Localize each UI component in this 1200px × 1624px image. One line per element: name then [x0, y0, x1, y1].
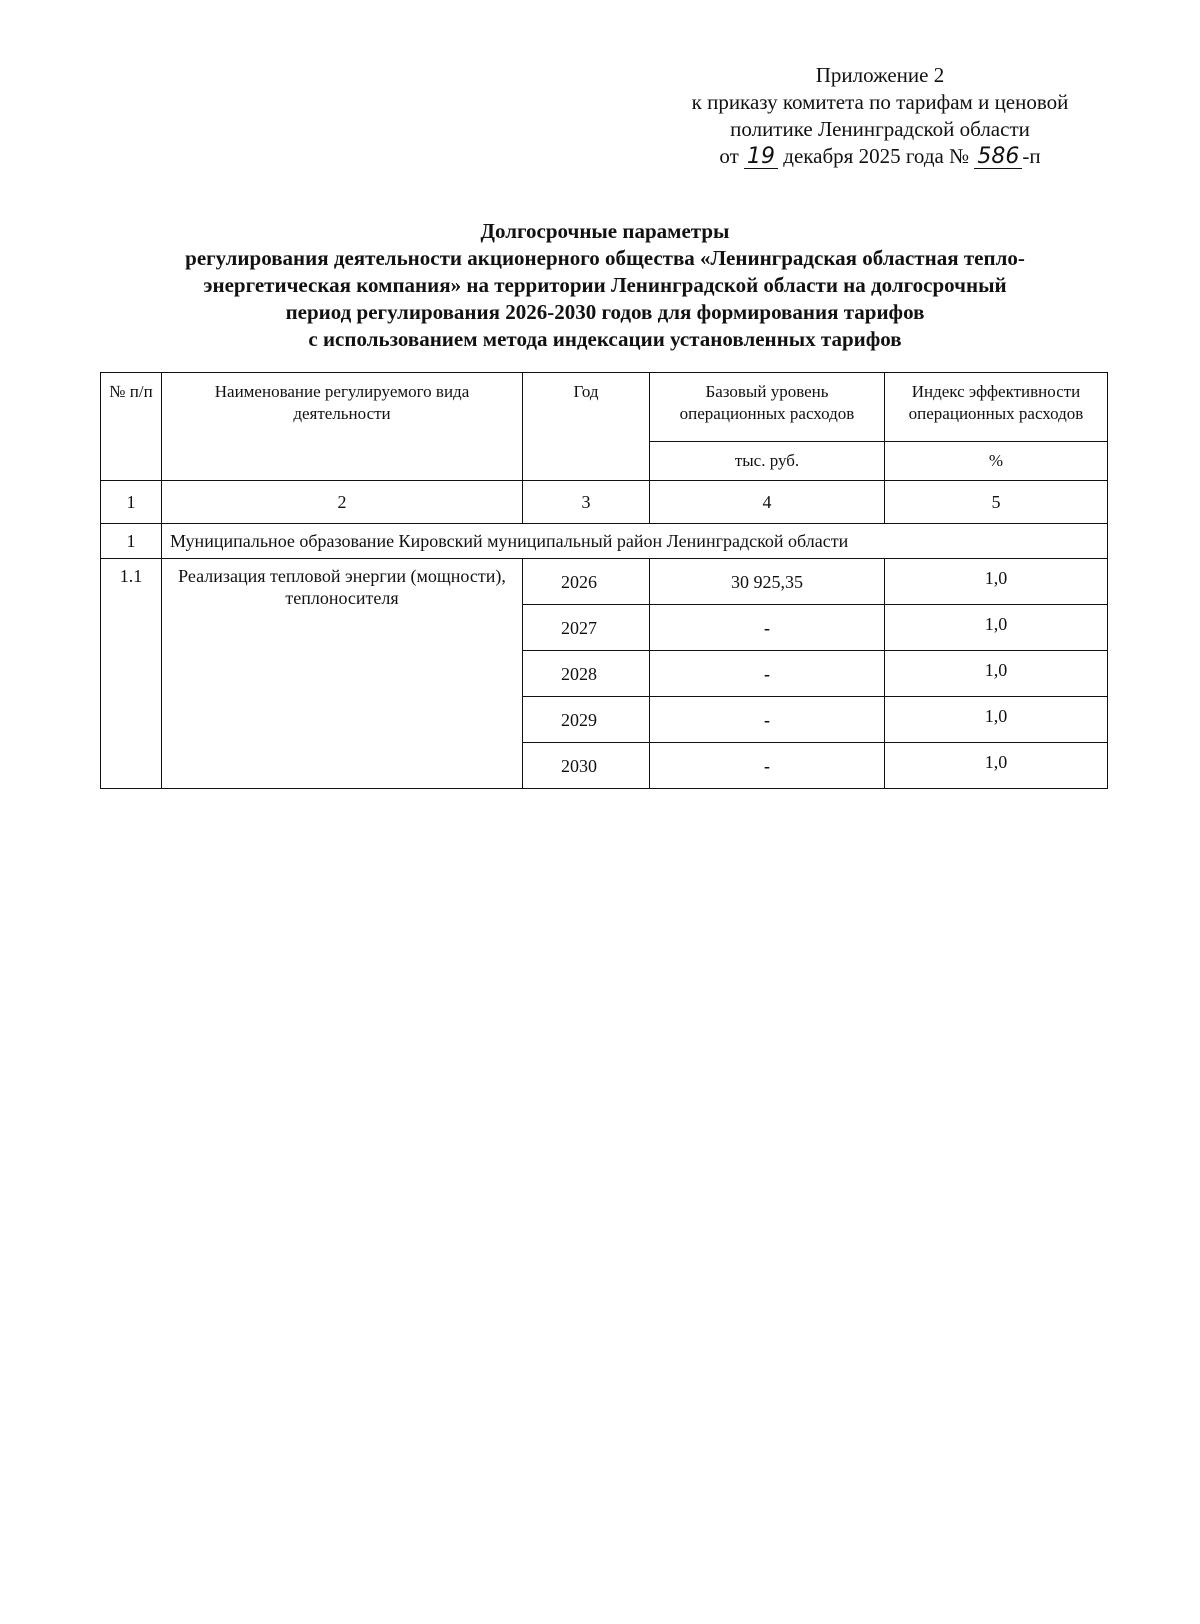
year-cell: 2026: [523, 559, 650, 605]
header-num: № п/п: [101, 373, 162, 481]
column-number: 3: [523, 481, 650, 524]
index-cell: 1,0: [885, 743, 1108, 789]
unit-efficiency-index: %: [885, 442, 1108, 481]
handwritten-order-number: 586: [974, 146, 1022, 169]
column-numbers-row: [101, 481, 1108, 524]
year-cell: 2029: [523, 697, 650, 743]
title-line-1: Долгосрочные параметры: [480, 219, 730, 243]
header-row: [101, 373, 1108, 442]
appendix-title: Приложение 2: [815, 63, 945, 87]
unit-base-level: тыс. руб.: [650, 442, 885, 481]
parameters-table: [100, 372, 1108, 789]
base-level-cell: -: [650, 605, 885, 651]
title-line-2: регулирования деятельности акционерного общества «Ленинградская областная тепло-: [185, 246, 1025, 270]
municipality-name: Муниципальное образование Кировский муниципальный район Ленинградской области: [162, 524, 1108, 559]
date-middle: декабря 2025 года №: [783, 144, 970, 168]
base-level-cell: -: [650, 697, 885, 743]
date-prefix: от: [719, 144, 739, 168]
column-number: 5: [885, 481, 1108, 524]
index-cell: 1,0: [885, 605, 1108, 651]
activity-name: Реализация тепловой энергии (мощности), теплоносителя: [162, 559, 523, 789]
index-cell: 1,0: [885, 651, 1108, 697]
column-number: 2: [162, 481, 523, 524]
appendix-committee-line: политике Ленинградской области: [730, 117, 1030, 141]
header-base-level: Базовый уровень операционных расходов: [650, 373, 885, 442]
municipality-num: 1: [101, 524, 162, 559]
appendix-header: [640, 62, 1120, 170]
column-number: 4: [650, 481, 885, 524]
title-line-4: период регулирования 2026-2030 годов для формирования тарифов: [285, 300, 925, 324]
header-activity: Наименование регулируемого вида деятельности: [162, 373, 523, 481]
base-level-cell: 30 925,35: [650, 559, 885, 605]
year-cell: 2028: [523, 651, 650, 697]
activity-num: 1.1: [101, 559, 162, 789]
year-cell: 2030: [523, 743, 650, 789]
base-level-cell: -: [650, 651, 885, 697]
column-number: 1: [101, 481, 162, 524]
header-year: Год: [523, 373, 650, 481]
order-number-suffix: -п: [1022, 144, 1041, 168]
table-row: [101, 559, 1108, 605]
appendix-order-line: к приказу комитета по тарифам и ценовой: [691, 90, 1069, 114]
header-efficiency-index: Индекс эффективности операционных расходов: [885, 373, 1108, 442]
title-line-5: с использованием метода индексации установленных тарифов: [308, 327, 902, 351]
handwritten-day: 19: [744, 146, 778, 169]
title-line-3: энергетическая компания» на территории Ленинградской области на долгосрочный: [203, 273, 1007, 297]
index-cell: 1,0: [885, 559, 1108, 605]
year-cell: 2027: [523, 605, 650, 651]
base-level-cell: -: [650, 743, 885, 789]
index-cell: 1,0: [885, 697, 1108, 743]
municipality-row: [101, 524, 1108, 559]
document-title: [100, 218, 1110, 353]
appendix-date-line: [640, 143, 1120, 170]
